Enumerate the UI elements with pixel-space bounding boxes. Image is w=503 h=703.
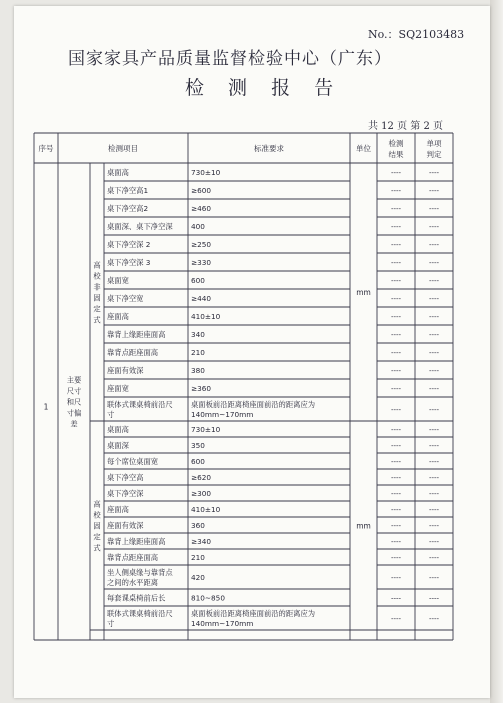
result-dash: ---- [390,574,402,582]
item-name: 桌面高 [107,168,129,177]
result-dash: ---- [390,331,402,339]
judgement-dash: ---- [428,385,440,393]
judgement-dash: ---- [428,295,440,303]
item-name: 桌下净空深 3 [107,258,151,267]
item-requirement: 420 [191,573,205,582]
item-requirement: 210 [191,348,205,357]
item-requirement: 730±10 [191,168,221,177]
group-label: 固 [93,293,101,303]
judgement-dash: ---- [428,406,440,414]
item-name: 每个席位桌面宽 [107,457,159,466]
item-requirement: ≥340 [191,537,212,546]
result-dash: ---- [390,169,402,177]
group-label: 校 [93,271,101,281]
group-label: 式 [93,315,101,325]
judgement-dash: ---- [428,594,440,603]
item-name: 靠背上缘距座面高 [107,537,166,546]
item-name: 桌面深、桌下净空深 [107,222,173,231]
result-dash: ---- [390,241,402,249]
judgement-dash: ---- [428,331,440,339]
judgement-dash: ---- [428,426,440,434]
item-requirement: 810~850 [191,593,225,603]
judgement-dash: ---- [428,574,440,582]
group-label: 定 [93,304,101,314]
item-requirement: ≥440 [191,294,212,303]
group-label: 非 [93,282,101,292]
judgement-dash: ---- [428,506,440,514]
item-requirement: 210 [191,553,205,562]
category-label: 主要 [66,375,82,385]
item-name: 靠背上缘距座面高 [107,330,166,339]
result-dash: ---- [390,615,402,623]
judgement-dash: ---- [428,349,440,357]
group-label: 固 [93,521,101,531]
result-dash: ---- [390,594,402,603]
unit-mm: mm [356,288,371,297]
item-name: 座面有效深 [107,521,144,530]
judgement-dash: ---- [428,458,440,466]
item-name: 桌面高 [107,425,129,434]
result-dash: ---- [390,349,402,357]
group-label: 定 [93,532,101,542]
item-requirement: 350 [191,441,205,450]
judgement-dash: ---- [428,205,440,213]
result-dash: ---- [390,277,402,285]
header-seq: 序号 [38,144,54,153]
judgement-dash: ---- [428,367,440,375]
result-dash: ---- [390,506,402,514]
item-requirement: 410±10 [191,505,221,514]
category-label: 差 [70,419,78,429]
result-dash: ---- [390,205,402,213]
header-item: 检测项目 [108,144,138,153]
item-name: 寸 [107,410,115,419]
result-dash: ---- [390,385,402,393]
item-name: 之间的水平距离 [107,578,159,587]
header-unit: 单位 [356,144,371,153]
judgement-dash: ---- [428,259,440,267]
item-requirement: 桌面板前沿距离椅座面前沿的距离应为 [191,400,316,409]
judgement-dash: ---- [428,490,440,498]
group-label: 校 [93,510,101,520]
item-requirement: 600 [191,276,205,285]
item-requirement: ≥300 [191,489,212,498]
result-dash: ---- [390,223,402,231]
item-name: 联体式课桌椅前沿尺 [107,609,173,618]
judgement-dash: ---- [428,241,440,249]
result-dash: ---- [390,442,402,450]
item-requirement: ≥360 [191,384,212,393]
category-label: 和尺 [66,397,82,407]
judgement-dash: ---- [428,169,440,177]
result-dash: ---- [390,474,402,482]
item-requirement: 600 [191,457,205,466]
result-dash: ---- [390,406,402,414]
group-label: 高 [93,499,101,509]
category-label: 尺寸 [66,386,82,396]
result-dash: ---- [390,367,402,375]
item-name: 座面有效深 [107,366,144,375]
item-name: 靠背点距座面高 [107,553,159,562]
judgement-dash: ---- [428,223,440,231]
item-requirement: ≥620 [191,473,212,482]
item-name: 桌下净空宽 [107,294,144,303]
item-requirement: ≥600 [191,186,212,195]
item-requirement: ≥250 [191,240,212,249]
judgement-dash: ---- [428,522,440,530]
judgement-dash: ---- [428,615,440,623]
judgement-dash: ---- [428,313,440,321]
item-name: 桌面深 [107,441,129,450]
result-dash: ---- [390,522,402,530]
judgement-dash: ---- [428,554,440,562]
result-dash: ---- [390,426,402,434]
result-dash: ---- [390,538,402,546]
judgement-dash: ---- [428,474,440,482]
unit-mm: mm [356,521,371,531]
item-requirement: 140mm~170mm [191,410,254,419]
item-name: 座面宽 [107,384,129,393]
row-number: 1 [43,402,49,412]
judgement-dash: ---- [428,277,440,285]
header-requirement: 标准要求 [254,144,284,153]
item-name: 联体式课桌椅前沿尺 [107,400,173,409]
result-dash: ---- [390,313,402,321]
item-name: 桌下净空深 [107,489,144,498]
header-judgement: 判定 [426,150,442,159]
group-label: 高 [93,260,101,270]
item-name: 桌面宽 [107,276,129,285]
header-result: 检测 [388,139,404,148]
item-requirement: 380 [191,366,205,375]
judgement-dash: ---- [428,187,440,195]
item-requirement: 340 [191,330,205,339]
result-dash: ---- [390,490,402,498]
item-name: 座面高 [107,505,129,514]
judgement-dash: ---- [428,538,440,546]
report-number: No.：SQ2103483 [368,28,465,41]
item-name: 寸 [107,619,115,628]
judgement-dash: ---- [428,442,440,450]
item-name: 座面高 [107,312,129,321]
organization-title: 国家家具产品质量监督检验中心（广东） [68,49,392,69]
item-requirement: 730±10 [191,425,221,434]
item-name: 每套课桌椅前后长 [107,593,166,603]
result-dash: ---- [390,554,402,562]
item-name: 坐人侧桌缘与靠背点 [107,568,173,577]
report-title: 检 测 报 告 [185,77,343,99]
header-judgement: 单项 [426,139,442,148]
category-label: 寸偏 [66,408,82,418]
item-name: 桌下净空高1 [107,186,149,195]
item-name: 靠背点距座面高 [107,348,159,357]
item-requirement: 360 [191,521,205,530]
item-name: 桌下净空高2 [107,204,149,213]
item-requirement: 410±10 [191,312,221,321]
group-label: 式 [93,543,101,553]
item-requirement: 400 [191,222,205,231]
result-dash: ---- [390,259,402,267]
result-dash: ---- [390,458,402,466]
result-dash: ---- [390,187,402,195]
item-name: 桌下净空高 [107,473,144,482]
item-requirement: ≥460 [191,204,212,213]
item-requirement: 桌面板前沿距离椅座面前沿的距离应为 [191,609,316,618]
page-count: 共 12 页 第 2 页 [368,121,443,132]
item-requirement: ≥330 [191,258,212,267]
result-dash: ---- [390,295,402,303]
item-name: 桌下净空深 2 [107,240,151,249]
header-result: 结果 [388,150,404,159]
item-requirement: 140mm~170mm [191,619,254,628]
